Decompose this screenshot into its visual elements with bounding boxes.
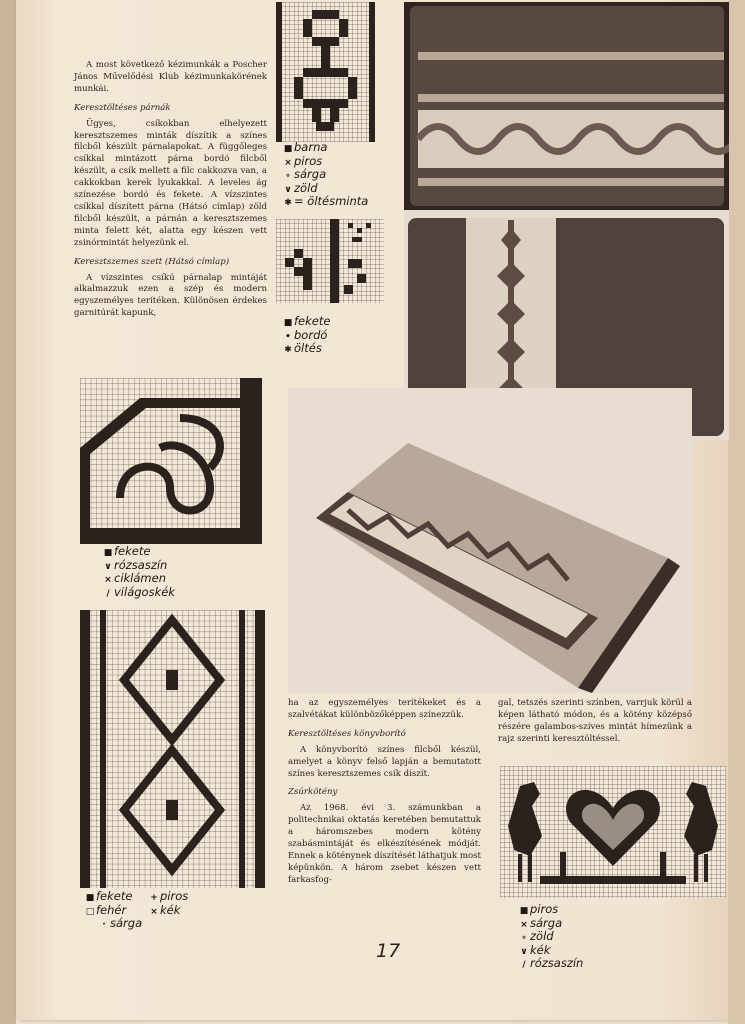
szett-body: A vízszintes csíkú párnalap mintáját alkalmazzuk ezen a szép és modern egyszemélyes terítéken. Különösen érdekes garnitúrát kapunk, [74, 272, 267, 319]
right-text-column [498, 698, 692, 746]
heading-szett: Keresztszemes szett (Hátsó címlap) [74, 256, 230, 267]
parnak-body: Ügyes, csíkokban elhelyezett keresztszemes minták díszítik a színes filcből készült párnalapokat. A függőleges csíkkal mintázott párna bordó filcből készült, a csík mellett a filc cakkozva van, a cakkokban kerek lyukakkal. A leveles ág színezése bordó és fekete. A vízszintes csíkkal díszített párna (Hátsó címlap) zöld filcből készült, a párnán a keresztszemes minta felett két, alatta egy készen vett zsinórmintát helyezünk el. [74, 118, 267, 248]
legend-item: × kék [150, 902, 181, 917]
zsurkoteny-body: Az 1968. évi 3. számunkban a politechnikai oktatás keretében bemutattuk a háromszebes modern kötény szabásmintáját és elkészítésének módját. Ennek a köténynek díszítését láthatjuk most képünkön. A három zsebet készen vett farkasfog- [288, 803, 482, 885]
page-number: 17 [376, 940, 401, 962]
legend-item: ■ fekete [85, 889, 133, 903]
legend-left-mid [102, 546, 175, 600]
zsurkoteny-continued: gal, tetszés szerinti színben, varrjuk körül a képen látható módon, és a kötény középső részére galambos-szíves mintát hímezünk a rajz szerinti keresztöltéssel. [498, 698, 692, 744]
photo-pillow-horizontal [404, 2, 729, 210]
legend-top [282, 142, 368, 210]
legend-item: ■ piros [519, 902, 559, 916]
legend-item: ✱ = öltésminta [284, 194, 369, 208]
left-bottom-cross-stitch-chart [80, 610, 265, 888]
legend-item: ∘ sárga [285, 167, 327, 181]
middle-text-column [288, 698, 481, 887]
photo-book-cover [288, 388, 692, 693]
legend-right-bottom [518, 904, 583, 972]
top-cross-stitch-chart [276, 2, 375, 142]
legend-item: · sárga [102, 916, 143, 930]
legend-item: • bordó [285, 327, 328, 342]
legend-item: / világoskék [106, 584, 175, 599]
legend-item: ■ barna [283, 140, 328, 154]
legend-middle [282, 316, 330, 357]
legend-item: + piros [150, 889, 189, 903]
left-text-column [74, 60, 267, 320]
legend-item: ■ fekete [103, 544, 151, 558]
legend-item: ∨ zöld [284, 180, 318, 195]
legend-left-bottom [84, 891, 142, 932]
right-bottom-cross-stitch-chart [500, 766, 726, 898]
legend-item: □ fehér [85, 902, 127, 917]
intro-paragraph: A most következő kézimunkák a Poscher János Művelődési Klub kézimunkakörének munkái. [74, 60, 267, 94]
legend-item: × piros [284, 153, 323, 168]
legend-left-bottom-col2 [148, 891, 188, 918]
legend-item: ■ fekete [283, 314, 331, 328]
legend-item: × sárga [520, 915, 563, 930]
legend-item: ✱ öltés [284, 341, 322, 355]
heading-konyvborito: Keresztöltéses könyvborító [288, 728, 406, 739]
konyvborito-body: A könyvborító színes filcből készül, amelyet a könyv felső lapján a bemutatott színes keresztszemes csík díszít. [288, 744, 481, 779]
heading-parnak: Keresztöltéses párnák [74, 102, 171, 113]
szett-continued: ha az egyszemélyes terítékeket és a szalvétákat különbözőképpen színezzük. [288, 698, 481, 720]
left-mid-cross-stitch-chart [80, 378, 262, 544]
legend-item: ∘ zöld [521, 929, 554, 943]
middle-cross-stitch-chart [276, 219, 384, 303]
heading-zsurkoteny: Zsúrkötény [288, 787, 338, 798]
legend-item: ∨ kék [520, 942, 551, 957]
legend-item: × ciklámen [104, 571, 166, 585]
legend-item: / rózsaszín [522, 956, 584, 970]
legend-item: ∨ rózsaszín [104, 557, 168, 572]
